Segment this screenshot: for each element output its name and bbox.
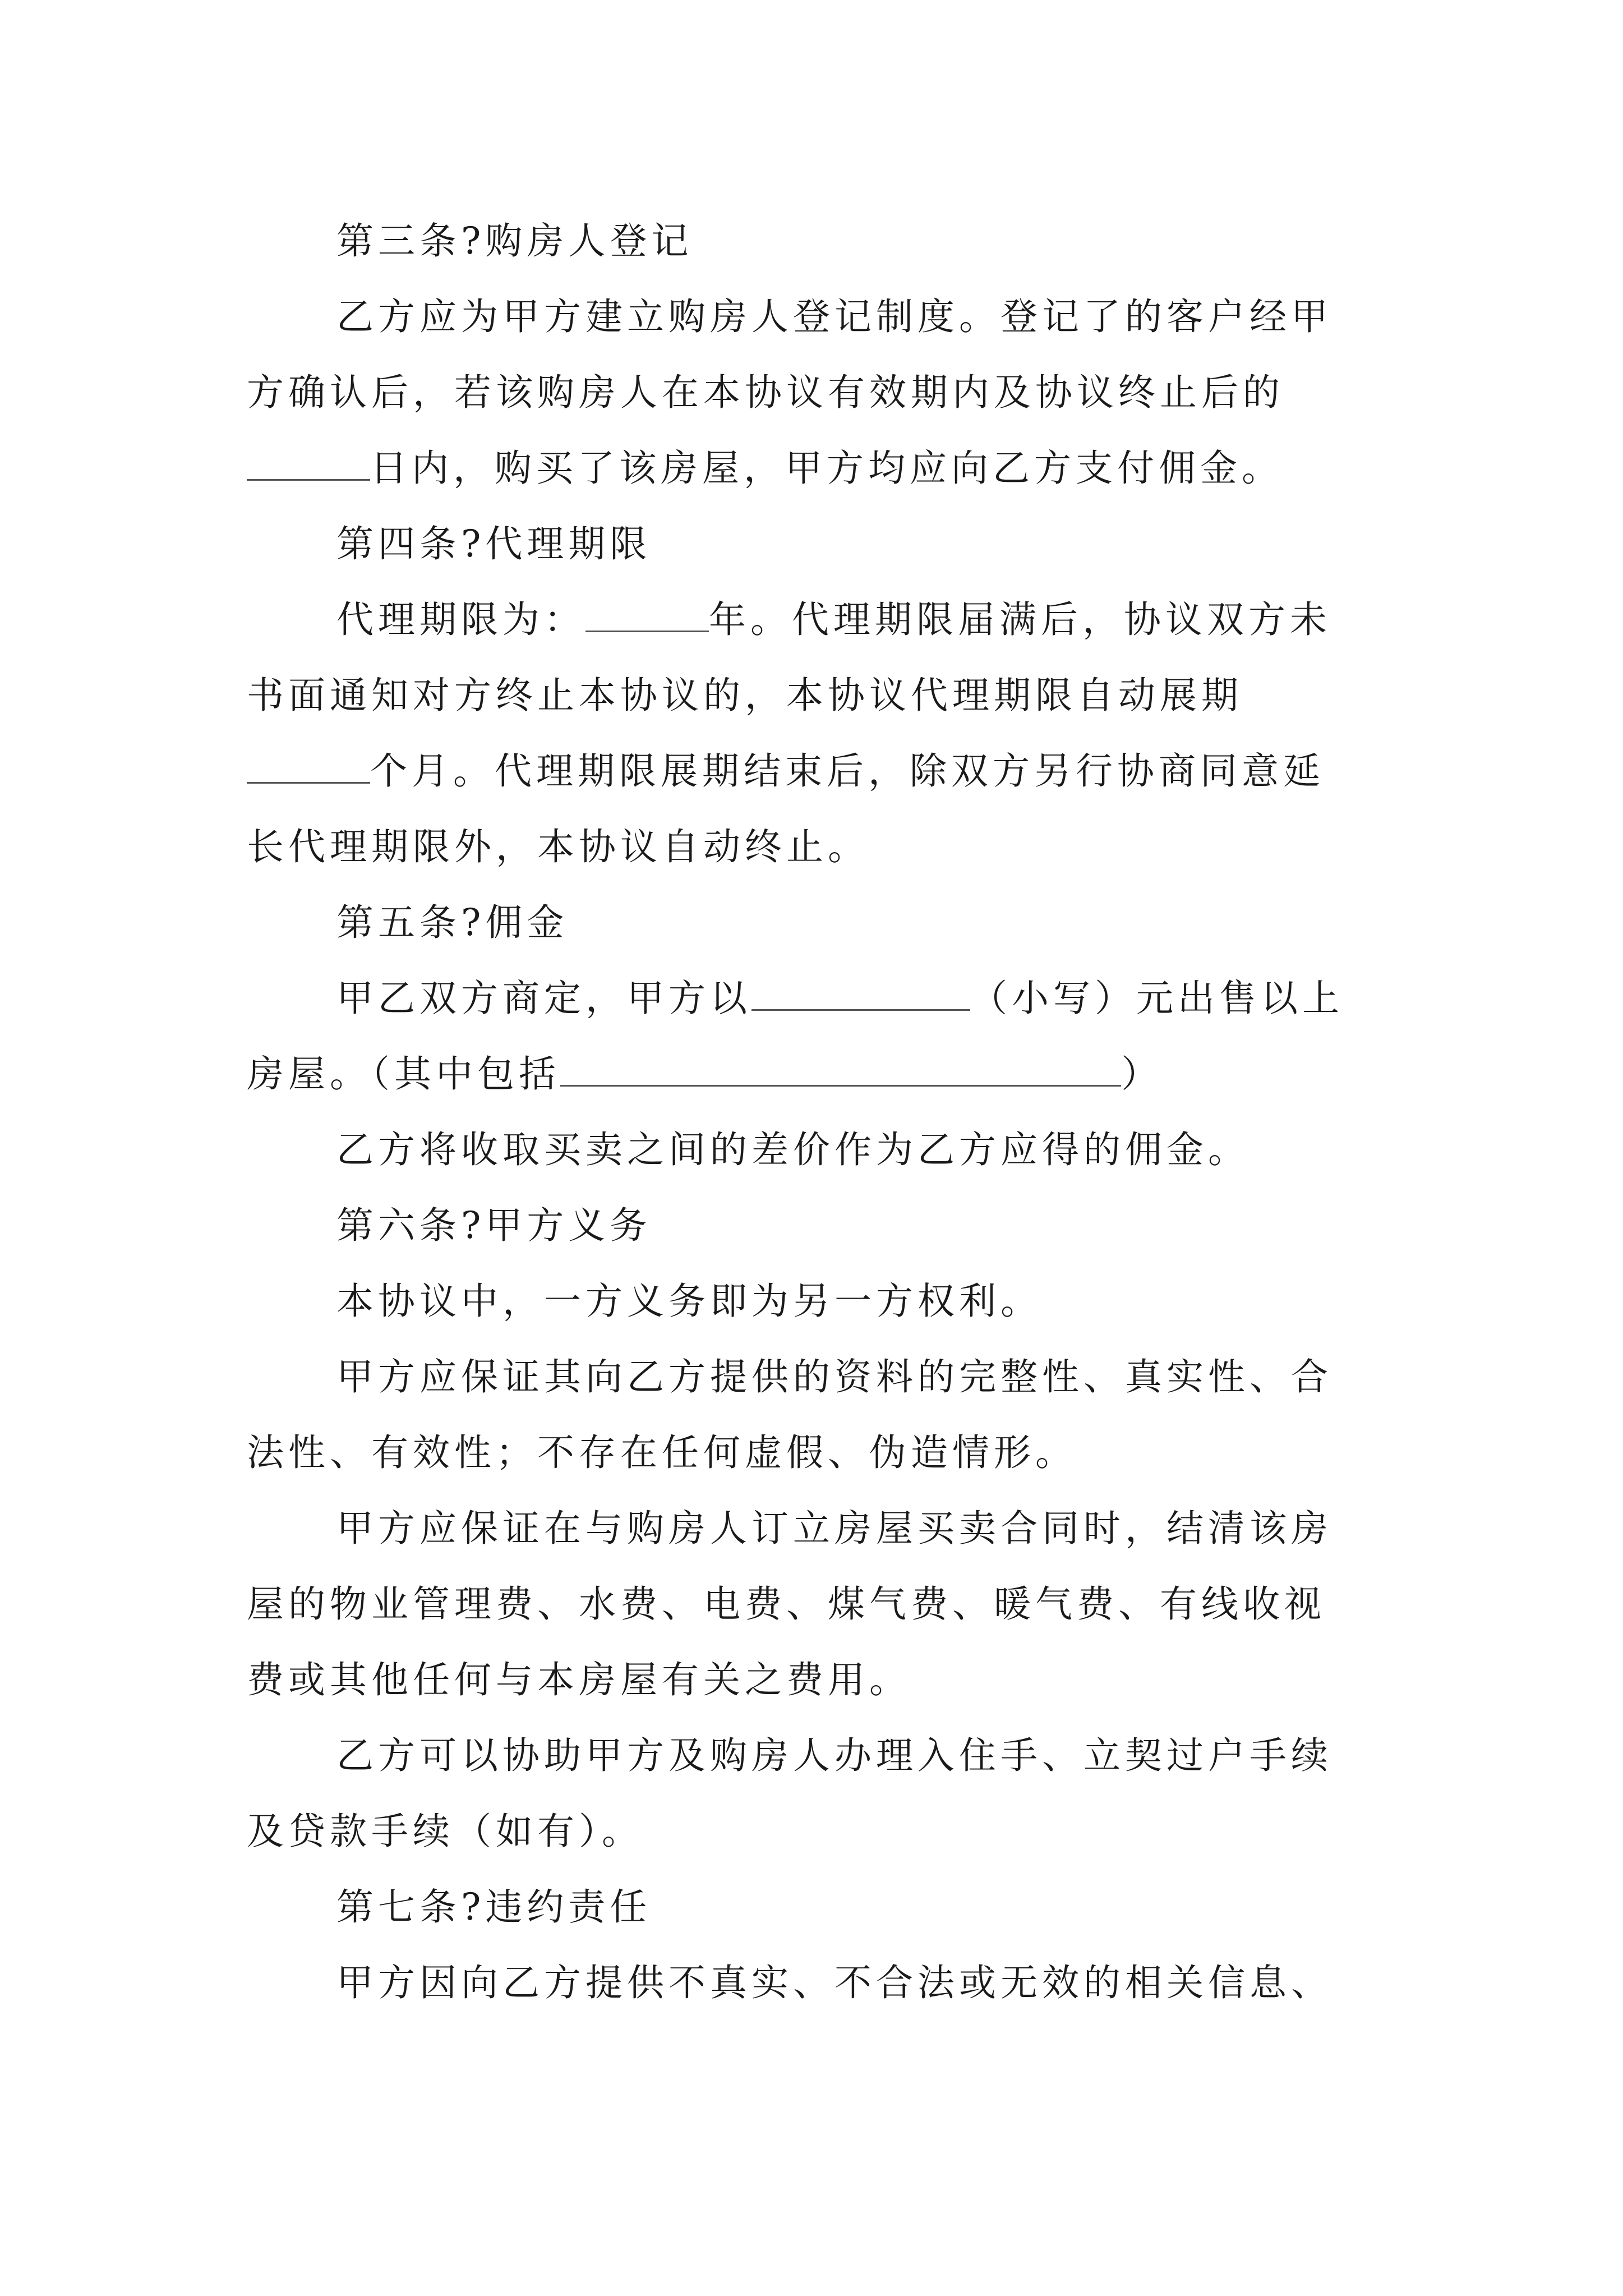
paragraph-line: 甲方因向乙方提供不真实、不合法或无效的相关信息、 <box>336 1961 1332 2004</box>
paragraph-line <box>336 973 1344 1024</box>
paragraph-line <box>247 746 1325 797</box>
paragraph-line: 本协议中，一方义务即为另一方权利。 <box>336 1280 1042 1323</box>
article-4-heading: 第四条?代理期限 <box>336 522 652 565</box>
paragraph-line: 法性、有效性；不存在任何虚假、伪造情形。 <box>247 1431 1077 1474</box>
paragraph-line: 甲方应保证其向乙方提供的资料的完整性、真实性、合 <box>336 1355 1332 1398</box>
fill-in-blank <box>560 1050 1121 1087</box>
paragraph-line: 甲方应保证在与购房人订立房屋买卖合同时，结清该房 <box>336 1507 1332 1550</box>
paragraph-line <box>336 595 1331 645</box>
paragraph-line: 长代理期限外，本协议自动终止。 <box>247 825 869 868</box>
paragraph-line: 乙方将收取买卖之间的差价作为乙方应得的佣金。 <box>336 1128 1249 1171</box>
line-text: 日内，购买了该房屋，甲方均应向乙方支付佣金。 <box>370 447 1283 490</box>
fill-in-blank <box>751 974 970 1011</box>
paragraph-line: 书面通知对方终止本协议的，本协议代理期限自动展期 <box>247 674 1243 717</box>
paragraph-line: 屋的物业管理费、水费、电费、煤气费、暖气费、有线收视 <box>247 1582 1326 1626</box>
line-text: ） <box>1121 1052 1163 1096</box>
paragraph-line: 费或其他任何与本房屋有关之费用。 <box>247 1658 911 1701</box>
line-text: （小写）元出售以上 <box>970 977 1344 1020</box>
paragraph-line: 方确认后，若该购房人在本协议有效期内及协议终止后的 <box>247 371 1284 414</box>
article-6-heading: 第六条?甲方义务 <box>336 1204 652 1247</box>
line-text: 代理期限为： <box>336 598 585 641</box>
paragraph-line <box>247 443 1283 494</box>
article-3-heading: 第三条?购房人登记 <box>336 219 693 263</box>
line-text: 年。代理期限届满后，协议双方未 <box>709 598 1331 641</box>
line-text: 甲乙双方商定，甲方以 <box>336 977 751 1020</box>
paragraph-line: 乙方应为甲方建立购房人登记制度。登记了的客户经甲 <box>336 295 1332 338</box>
article-7-heading: 第七条?违约责任 <box>336 1885 652 1929</box>
fill-in-blank <box>247 444 370 481</box>
article-5-heading: 第五条?佣金 <box>336 901 569 944</box>
fill-in-blank <box>585 596 709 632</box>
line-text: 房屋。（其中包括 <box>247 1052 560 1096</box>
line-text: 个月。代理期限展期结束后，除双方另行协商同意延 <box>370 749 1325 793</box>
paragraph-line: 及贷款手续（如有）。 <box>247 1810 643 1853</box>
paragraph-line <box>247 1049 1163 1099</box>
paragraph-line: 乙方可以协助甲方及购房人办理入住手、立契过户手续 <box>336 1734 1332 1777</box>
fill-in-blank <box>247 747 370 784</box>
